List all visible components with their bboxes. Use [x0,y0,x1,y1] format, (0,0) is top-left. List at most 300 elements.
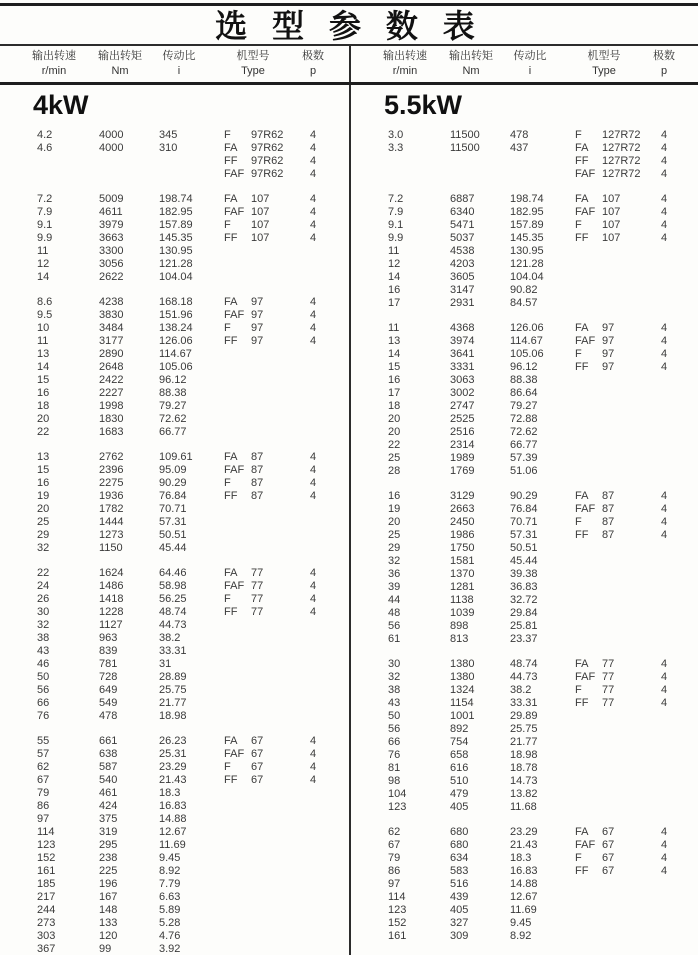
row-group [351,322,698,478]
cell-output-speed: 24 [37,580,50,592]
cell-type-model [251,710,310,723]
table-row [351,129,698,142]
cell-ratio: 31 [159,658,172,670]
column-header-nm [90,49,150,82]
cell-output-speed: 48 [388,607,401,619]
cell-output-speed: 3.3 [388,142,404,154]
cell-ratio: 18.3 [159,787,181,799]
cell-ratio: 25.75 [510,723,538,735]
cell-ratio: 5.28 [159,917,181,929]
cell-output-speed: 123 [388,801,407,813]
table-row [351,788,698,801]
cell-poles [310,426,328,439]
cell-output-speed: 16 [388,284,401,296]
cell-output-torque: 2622 [99,271,124,283]
cell-poles: 4 [661,155,668,167]
cell-ratio: 32.72 [510,594,538,606]
cell-output-speed: 16 [37,387,50,399]
cell-ratio: 88.38 [510,374,538,386]
cell-type-prefix [575,917,602,930]
cell-ratio: 25.81 [510,620,538,632]
cell-output-torque: 3830 [99,309,124,321]
cell-output-torque: 1986 [450,529,475,541]
cell-type-prefix [224,878,251,891]
cell-type-prefix: FAF [224,580,245,592]
cell-type-model: 87 [602,529,615,541]
cell-type-prefix [575,555,602,568]
table-row [351,439,698,452]
cell-output-speed: 43 [388,697,401,709]
cell-output-speed: 86 [37,800,50,812]
cell-output-torque: 1154 [450,697,474,709]
cell-poles [310,878,328,891]
cell-output-speed: 22 [37,426,50,438]
cell-ratio: 151.96 [159,309,193,321]
cell-output-torque: 3177 [99,335,124,347]
cell-output-torque: 781 [99,658,118,670]
cell-type-model: 77 [251,593,264,605]
cell-output-speed: 152 [37,852,56,864]
cell-output-torque: 196 [99,878,118,890]
cell-ratio: 13.82 [510,788,538,800]
column-header-nm [441,49,501,82]
cell-type-prefix: F [224,129,231,141]
cell-ratio: 50.51 [159,529,187,541]
cell-type-model: 77 [602,697,615,709]
row-group [351,658,698,814]
cell-poles: 4 [310,593,317,605]
cell-output-speed: 29 [37,529,50,541]
cell-type-model: 107 [602,193,621,205]
cell-type-model: 97R62 [251,129,284,141]
cell-output-speed: 32 [388,555,401,567]
cell-poles [661,452,679,465]
cell-poles: 4 [661,193,668,205]
cell-poles: 4 [310,193,317,205]
cell-poles [310,787,328,800]
cell-type-prefix [224,426,251,439]
table-row [0,206,349,219]
cell-ratio: 104.04 [159,271,193,283]
table-row [351,710,698,723]
table-row [0,490,349,503]
cell-type-model [602,620,661,633]
cell-ratio: 95.09 [159,464,187,476]
cell-poles: 4 [310,774,317,786]
cell-type-prefix: FF [575,865,589,877]
cell-ratio: 48.74 [510,658,538,670]
cell-output-torque: 5037 [450,232,475,244]
cell-poles [661,891,679,904]
cell-poles: 4 [310,206,317,218]
cell-type-prefix: FA [224,567,238,579]
cell-poles: 4 [661,168,668,180]
cell-output-speed: 19 [388,503,401,515]
cell-output-speed: 14 [37,271,50,283]
cell-type-model: 87 [602,503,615,515]
cell-type-model: 97R62 [251,168,284,180]
cell-type-prefix: F [224,219,231,231]
cell-ratio: 57.31 [510,529,538,541]
cell-type-model [251,878,310,891]
cell-ratio: 45.44 [510,555,538,567]
cell-output-torque: 1782 [99,503,124,515]
cell-type-model: 67 [602,839,615,851]
cell-type-prefix: F [575,516,582,528]
cell-output-speed: 46 [37,658,50,670]
top-rule [0,3,698,6]
cell-output-speed: 38 [388,684,401,696]
cell-output-speed: 273 [37,917,56,929]
cell-output-speed: 11 [37,335,49,347]
cell-output-torque: 2227 [99,387,124,399]
cell-output-torque: 1683 [99,426,124,438]
cell-type-prefix [224,710,251,723]
cell-poles: 4 [310,129,317,141]
cell-ratio: 9.45 [510,917,532,929]
cell-ratio: 157.89 [510,219,544,231]
table-row [0,632,349,645]
cell-type-prefix [575,426,602,439]
cell-poles [310,684,328,697]
cell-ratio: 90.29 [510,490,538,502]
cell-output-speed: 114 [37,826,55,838]
cell-poles: 4 [661,516,668,528]
table-row [0,155,349,168]
cell-output-speed: 9.9 [388,232,404,244]
cell-type-prefix: FA [224,451,238,463]
cell-type-prefix [224,503,251,516]
table-row [351,581,698,594]
cell-output-torque: 3605 [450,271,475,283]
cell-output-torque: 133 [99,917,118,929]
cell-type-prefix [224,904,251,917]
table-row [0,542,349,555]
cell-poles [310,529,328,542]
table-row [0,309,349,322]
table-row [351,801,698,814]
cell-poles [310,852,328,865]
cell-type-model: 67 [251,735,264,747]
cell-type-model [602,749,661,762]
cell-output-speed: 3.0 [388,129,404,141]
table-row [0,374,349,387]
cell-output-torque: 1281 [450,581,475,593]
column-header-r-min [24,49,84,82]
cell-ratio: 48.74 [159,606,187,618]
cell-output-torque: 4538 [450,245,475,257]
table-row [0,826,349,839]
cell-output-speed: 79 [37,787,50,799]
cell-type-prefix: FA [224,193,238,205]
cell-type-prefix [224,542,251,555]
cell-ratio: 64.46 [159,567,187,579]
table-row [0,464,349,477]
cell-output-torque: 1380 [450,658,475,670]
cell-type-model [602,930,661,943]
cell-poles [310,400,328,413]
cell-poles [661,917,679,930]
cell-output-speed: 19 [37,490,50,502]
cell-type-prefix: FF [224,774,238,786]
table-row [351,826,698,839]
cell-type-model: 97 [251,296,264,308]
cell-type-prefix: FF [575,529,589,541]
cell-poles [310,503,328,516]
column-header-type [575,49,633,82]
cell-poles: 4 [310,219,317,231]
table-row [0,891,349,904]
power-heading: 4kW [33,90,89,120]
cell-poles [661,568,679,581]
cell-type-model [602,633,661,646]
cell-type-prefix: F [575,129,582,141]
cell-poles: 4 [310,464,317,476]
table-row [0,219,349,232]
cell-ratio: 14.88 [159,813,187,825]
cell-ratio: 109.61 [159,451,193,463]
cell-ratio: 79.27 [159,400,187,412]
column-header-unit: r/min [41,65,67,77]
cell-output-torque: 3979 [99,219,124,231]
cell-ratio: 21.77 [159,697,187,709]
table-row [0,400,349,413]
cell-output-torque [99,168,159,181]
cell-type-model: 77 [602,684,615,696]
cell-poles [310,348,328,361]
cell-type-prefix [224,684,251,697]
cell-output-torque: 295 [99,839,118,851]
table-row [351,904,698,917]
cell-output-torque: 1001 [450,710,475,722]
cell-poles [310,271,328,284]
cell-ratio: 126.06 [510,322,544,334]
cell-type-prefix: FA [575,142,589,154]
table-row [0,245,349,258]
cell-poles: 4 [310,748,317,760]
table-row [0,839,349,852]
cell-ratio: 21.77 [510,736,538,748]
cell-ratio: 29.89 [510,710,538,722]
cell-type-prefix [224,943,251,955]
cell-ratio: 44.73 [510,671,538,683]
cell-output-speed: 11 [388,322,400,334]
cell-output-speed: 18 [388,400,401,412]
cell-output-torque: 754 [450,736,469,748]
cell-ratio: 45.44 [159,542,187,554]
table-row [351,361,698,374]
cell-output-torque: 2648 [99,361,124,373]
table-row [0,477,349,490]
cell-output-torque: 1228 [99,606,124,618]
row-group [0,567,349,723]
cell-poles [661,749,679,762]
cell-output-speed: 123 [388,904,407,916]
cell-type-prefix: FA [224,296,238,308]
cell-type-model [602,271,661,284]
cell-output-speed: 367 [37,943,56,955]
cell-output-torque: 649 [99,684,118,696]
table-row [0,142,349,155]
cell-output-torque: 898 [450,620,469,632]
cell-output-torque: 2422 [99,374,124,386]
cell-ratio: 121.28 [159,258,193,270]
cell-type-prefix: F [575,684,582,696]
cell-ratio [510,168,575,181]
cell-type-model [251,891,310,904]
cell-output-speed: 11 [37,245,49,257]
cell-output-torque: 892 [450,723,469,735]
cell-output-torque: 2396 [99,464,124,476]
cell-type-model: 67 [602,865,615,877]
cell-type-prefix [224,800,251,813]
cell-output-speed: 17 [388,297,401,309]
cell-poles [661,710,679,723]
cell-output-torque: 3002 [450,387,475,399]
cell-type-model [251,943,310,955]
cell-type-prefix: FAF [575,671,596,683]
cell-output-torque: 1624 [99,567,124,579]
table-row [0,800,349,813]
cell-ratio: 198.74 [510,193,544,205]
cell-output-torque: 616 [450,762,469,774]
cell-type-prefix: FA [224,735,238,747]
cell-ratio: 72.88 [510,413,538,425]
table-row [0,697,349,710]
cell-type-prefix [224,826,251,839]
table-row [0,529,349,542]
table-row [0,865,349,878]
cell-type-model [251,542,310,555]
cell-ratio: 14.73 [510,775,538,787]
cell-ratio: 38.2 [510,684,532,696]
cell-type-prefix: FF [224,232,238,244]
cell-type-model: 97 [251,309,264,321]
cell-ratio: 25.31 [159,748,187,760]
column-header-zh: 输出转矩 [449,50,493,62]
cell-ratio: 50.51 [510,542,538,554]
column-header-unit: i [177,65,181,77]
cell-poles [661,620,679,633]
cell-output-speed: 217 [37,891,56,903]
cell-type-prefix [224,917,251,930]
cell-type-model [602,723,661,736]
cell-type-model [602,465,661,478]
cell-output-torque: 11500 [450,142,480,154]
cell-poles [310,826,328,839]
cell-type-prefix [224,930,251,943]
cell-type-prefix: FAF [224,168,245,180]
cell-type-model [251,271,310,284]
column-header-r-min [375,49,435,82]
cell-poles [661,801,679,814]
cell-poles [661,400,679,413]
cell-output-speed: 29 [388,542,401,554]
cell-type-prefix [575,607,602,620]
cell-type-model: 97 [251,322,264,334]
table-row [351,284,698,297]
cell-ratio: 104.04 [510,271,544,283]
cell-output-speed: 28 [388,465,401,477]
cell-ratio: 18.3 [510,852,532,864]
cell-ratio: 23.29 [159,761,187,773]
cell-type-prefix [575,904,602,917]
cell-output-speed: 20 [388,413,401,425]
cell-output-speed: 14 [388,348,401,360]
cell-type-model [602,452,661,465]
cell-output-torque: 148 [99,904,118,916]
cell-ratio: 114.67 [510,335,543,347]
cell-type-model [251,245,310,258]
cell-type-prefix [224,619,251,632]
cell-output-speed: 11 [388,245,400,257]
row-group [351,490,698,646]
cell-output-speed: 25 [388,452,401,464]
cell-type-prefix [575,594,602,607]
cell-poles [661,542,679,555]
table-row [0,271,349,284]
cell-type-model [602,788,661,801]
cell-ratio: 96.12 [510,361,538,373]
cell-output-speed: 43 [37,645,50,657]
column-header-zh: 极数 [302,50,324,62]
cell-output-torque: 1273 [99,529,124,541]
cell-output-torque: 1830 [99,413,124,425]
cell-output-torque: 225 [99,865,118,877]
cell-poles: 4 [661,865,668,877]
cell-ratio: 4.76 [159,930,181,942]
cell-output-torque: 728 [99,671,118,683]
table-row [0,168,349,181]
table-row [0,129,349,142]
row-group [0,735,349,955]
cell-poles [661,788,679,801]
cell-poles [661,607,679,620]
cell-type-model [251,413,310,426]
cell-output-torque: 1750 [450,542,475,554]
cell-ratio: 16.83 [159,800,187,812]
cell-ratio: 478 [510,129,529,141]
cell-output-torque: 583 [450,865,469,877]
cell-poles [310,671,328,684]
cell-ratio: 3.92 [159,943,181,955]
column-header-unit: p [309,65,317,77]
table-row [0,774,349,787]
cell-type-model [251,400,310,413]
cell-output-speed: 44 [388,594,401,606]
cell-ratio: 310 [159,142,178,154]
cell-type-prefix [575,387,602,400]
cell-poles: 4 [310,451,317,463]
cell-poles: 4 [661,361,668,373]
cell-output-torque: 1486 [99,580,124,592]
cell-output-speed: 67 [388,839,401,851]
cell-output-speed: 56 [388,620,401,632]
cell-ratio [510,155,575,168]
cell-poles: 4 [661,839,668,851]
cell-output-torque: 4203 [450,258,475,270]
cell-ratio: 58.98 [159,580,187,592]
cell-poles: 4 [661,322,668,334]
cell-output-speed: 20 [388,516,401,528]
cell-poles [661,775,679,788]
cell-output-speed: 10 [37,322,50,334]
cell-output-speed: 25 [388,529,401,541]
header-left-half [0,46,349,82]
table-row [0,232,349,245]
cell-ratio: 96.12 [159,374,187,386]
cell-output-speed: 9.9 [37,232,53,244]
